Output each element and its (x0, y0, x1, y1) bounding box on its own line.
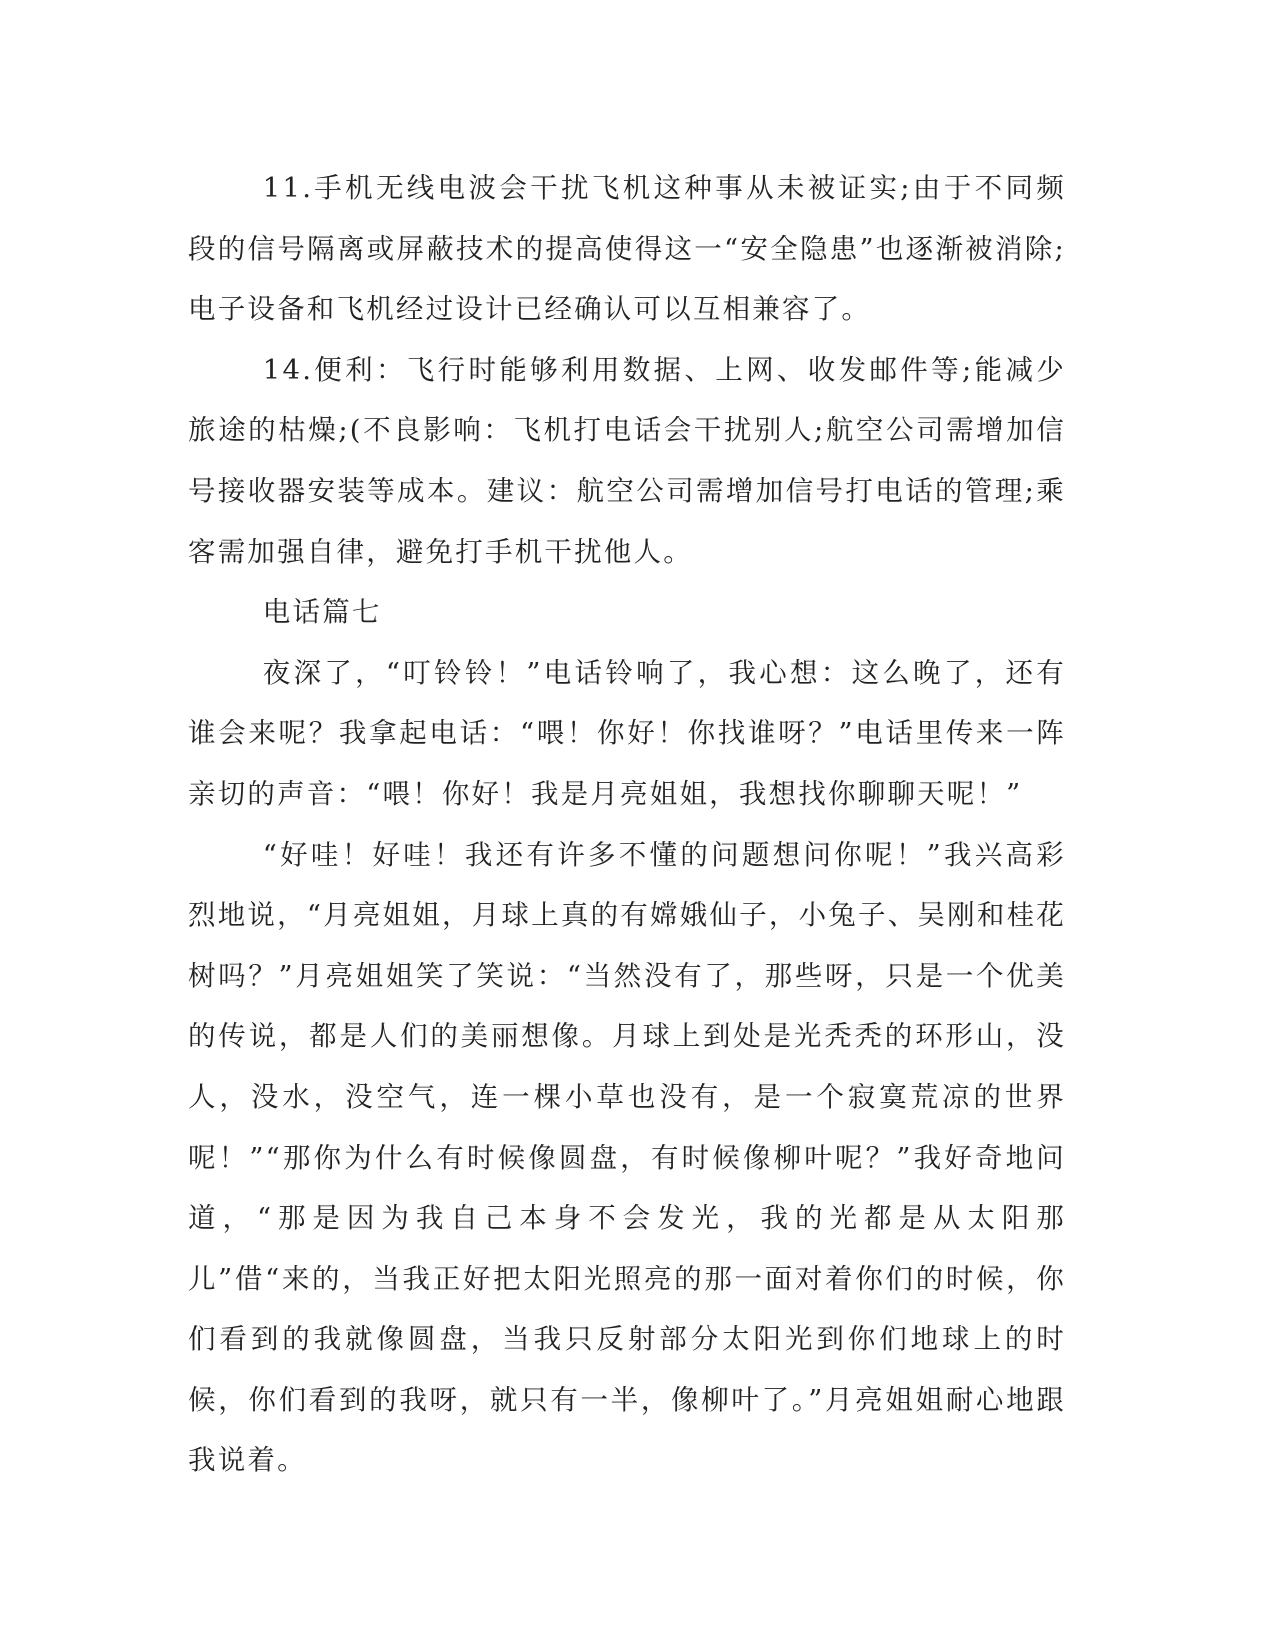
story-paragraph-1: 夜深了，“叮铃铃！”电话铃响了，我心想：这么晚了，还有谁会来呢？我拿起电话：“喂！你好！你找谁呀？”电话里传来一阵亲切的声音：“喂！你好！我是月亮姐姐，我想找你聊聊天呢！” (188, 656, 1066, 810)
paragraph-item-11: 11.手机无线电波会干扰飞机这种事从未被证实;由于不同频段的信号隔离或屏蔽技术的提高使得这一“安全隐患”也逐渐被消除;电子设备和飞机经过设计已经确认可以互相兼容了。 (188, 172, 1066, 326)
document-body (188, 158, 1066, 1491)
section-title: 电话篇七 (262, 596, 382, 629)
story-paragraph-2: “好哇！好哇！我还有许多不懂的问题想问你呢！”我兴高彩烈地说，“月亮姐姐，月球上真的有嫦娥仙子，小兔子、吴刚和桂花树吗？”月亮姐姐笑了笑说：“当然没有了，那些呀，只是一个优美的传说，都是人们的美丽想像。月球上到处是光秃秃的环形山，没人，没水，没空气，连一棵小草也没有，是一个寂寞荒凉的世界呢！”“那你为什么有时候像圆盘，有时候像柳叶呢？”我好奇地问道，“那是因为我自己本身不会发光，我的光都是从太阳那儿”借“来的，当我正好把太阳光照亮的那一面对着你们的时候，你们看到的我就像圆盘，当我只反射部分太阳光到你们地球上的时候，你们看到的我呀，就只有一半，像柳叶了。”月亮姐姐耐心地跟我说着。 (188, 838, 1066, 1477)
paragraph-item-14: 14.便利：飞行时能够利用数据、上网、收发邮件等;能减少旅途的枯燥;(不良影响：飞机打电话会干扰别人;航空公司需增加信号接收器安装等成本。建议：航空公司需增加信号打电话的管理;乘客需加强自律，避免打手机干扰他人。 (188, 353, 1066, 568)
